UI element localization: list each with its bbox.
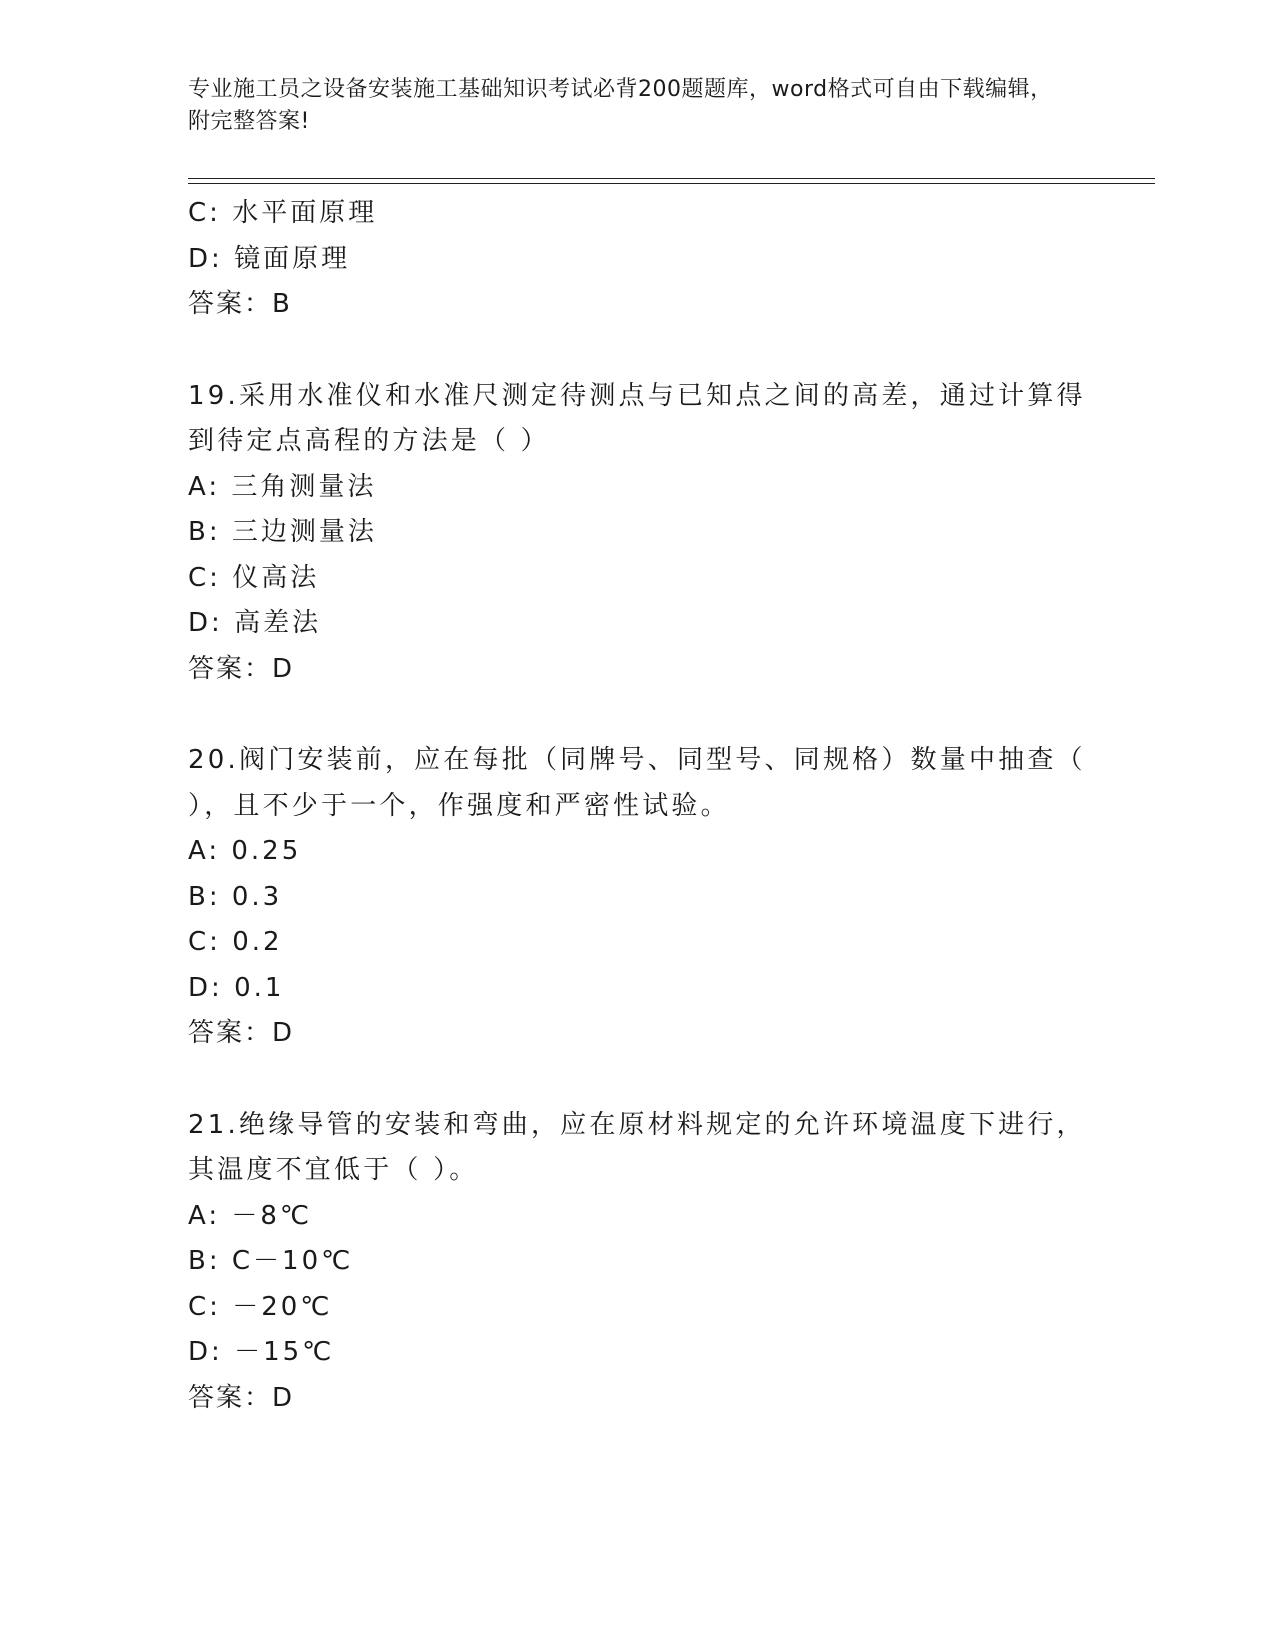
answer-line: 答案：B	[188, 289, 292, 319]
option-d: D: 高差法	[188, 608, 322, 638]
option-d: D: 0.1	[188, 972, 285, 1003]
option-b: B: 0.3	[188, 881, 283, 912]
option-a: A: 三角测量法	[188, 471, 377, 502]
option-a: A: 0.25	[188, 836, 302, 866]
question-20-stem-line-1: 20.阀门安装前，应在每批（同牌号、同型号、同规格）数量中抽查（	[188, 745, 1086, 775]
question-19-stem-line-2: 到待定点高程的方法是（ ）	[188, 426, 550, 456]
question-20-stem-line-2: ），且不少于一个，作强度和严密性试验。	[188, 790, 730, 821]
option-d: D: 镜面原理	[188, 243, 351, 274]
option-c: C: 水平面原理	[188, 198, 378, 228]
answer-line: 答案：D	[188, 1382, 295, 1413]
page-header	[188, 74, 1068, 138]
option-c: C: 仪高法	[188, 562, 320, 593]
option-b: B: C－10℃	[188, 1246, 354, 1276]
header-title: 专业施工员之设备安装施工基础知识考试必背200题题库，word格式可自由下载编辑，附完整答案!	[188, 77, 1053, 134]
option-c: C: 0.2	[188, 927, 283, 957]
answer-line: 答案：D	[188, 1018, 295, 1048]
option-b: B: 三边测量法	[188, 517, 377, 547]
question-21-stem-line-2: 其温度不宜低于（ ）。	[188, 1155, 479, 1185]
option-c: C: －20℃	[188, 1291, 333, 1322]
header-divider-bottom	[188, 183, 1155, 184]
answer-line: 答案：D	[188, 653, 295, 684]
header-divider-top	[188, 178, 1155, 179]
document-body	[188, 191, 1088, 1421]
option-d: D: －15℃	[188, 1337, 335, 1367]
question-21-stem-line-1: 21.绝缘导管的安装和弯曲，应在原材料规定的允许环境温度下进行，	[188, 1109, 1086, 1140]
option-a: A: －8℃	[188, 1200, 313, 1231]
question-19-stem-line-1: 19.采用水准仪和水准尺测定待测点与已知点之间的高差，通过计算得	[188, 380, 1086, 411]
